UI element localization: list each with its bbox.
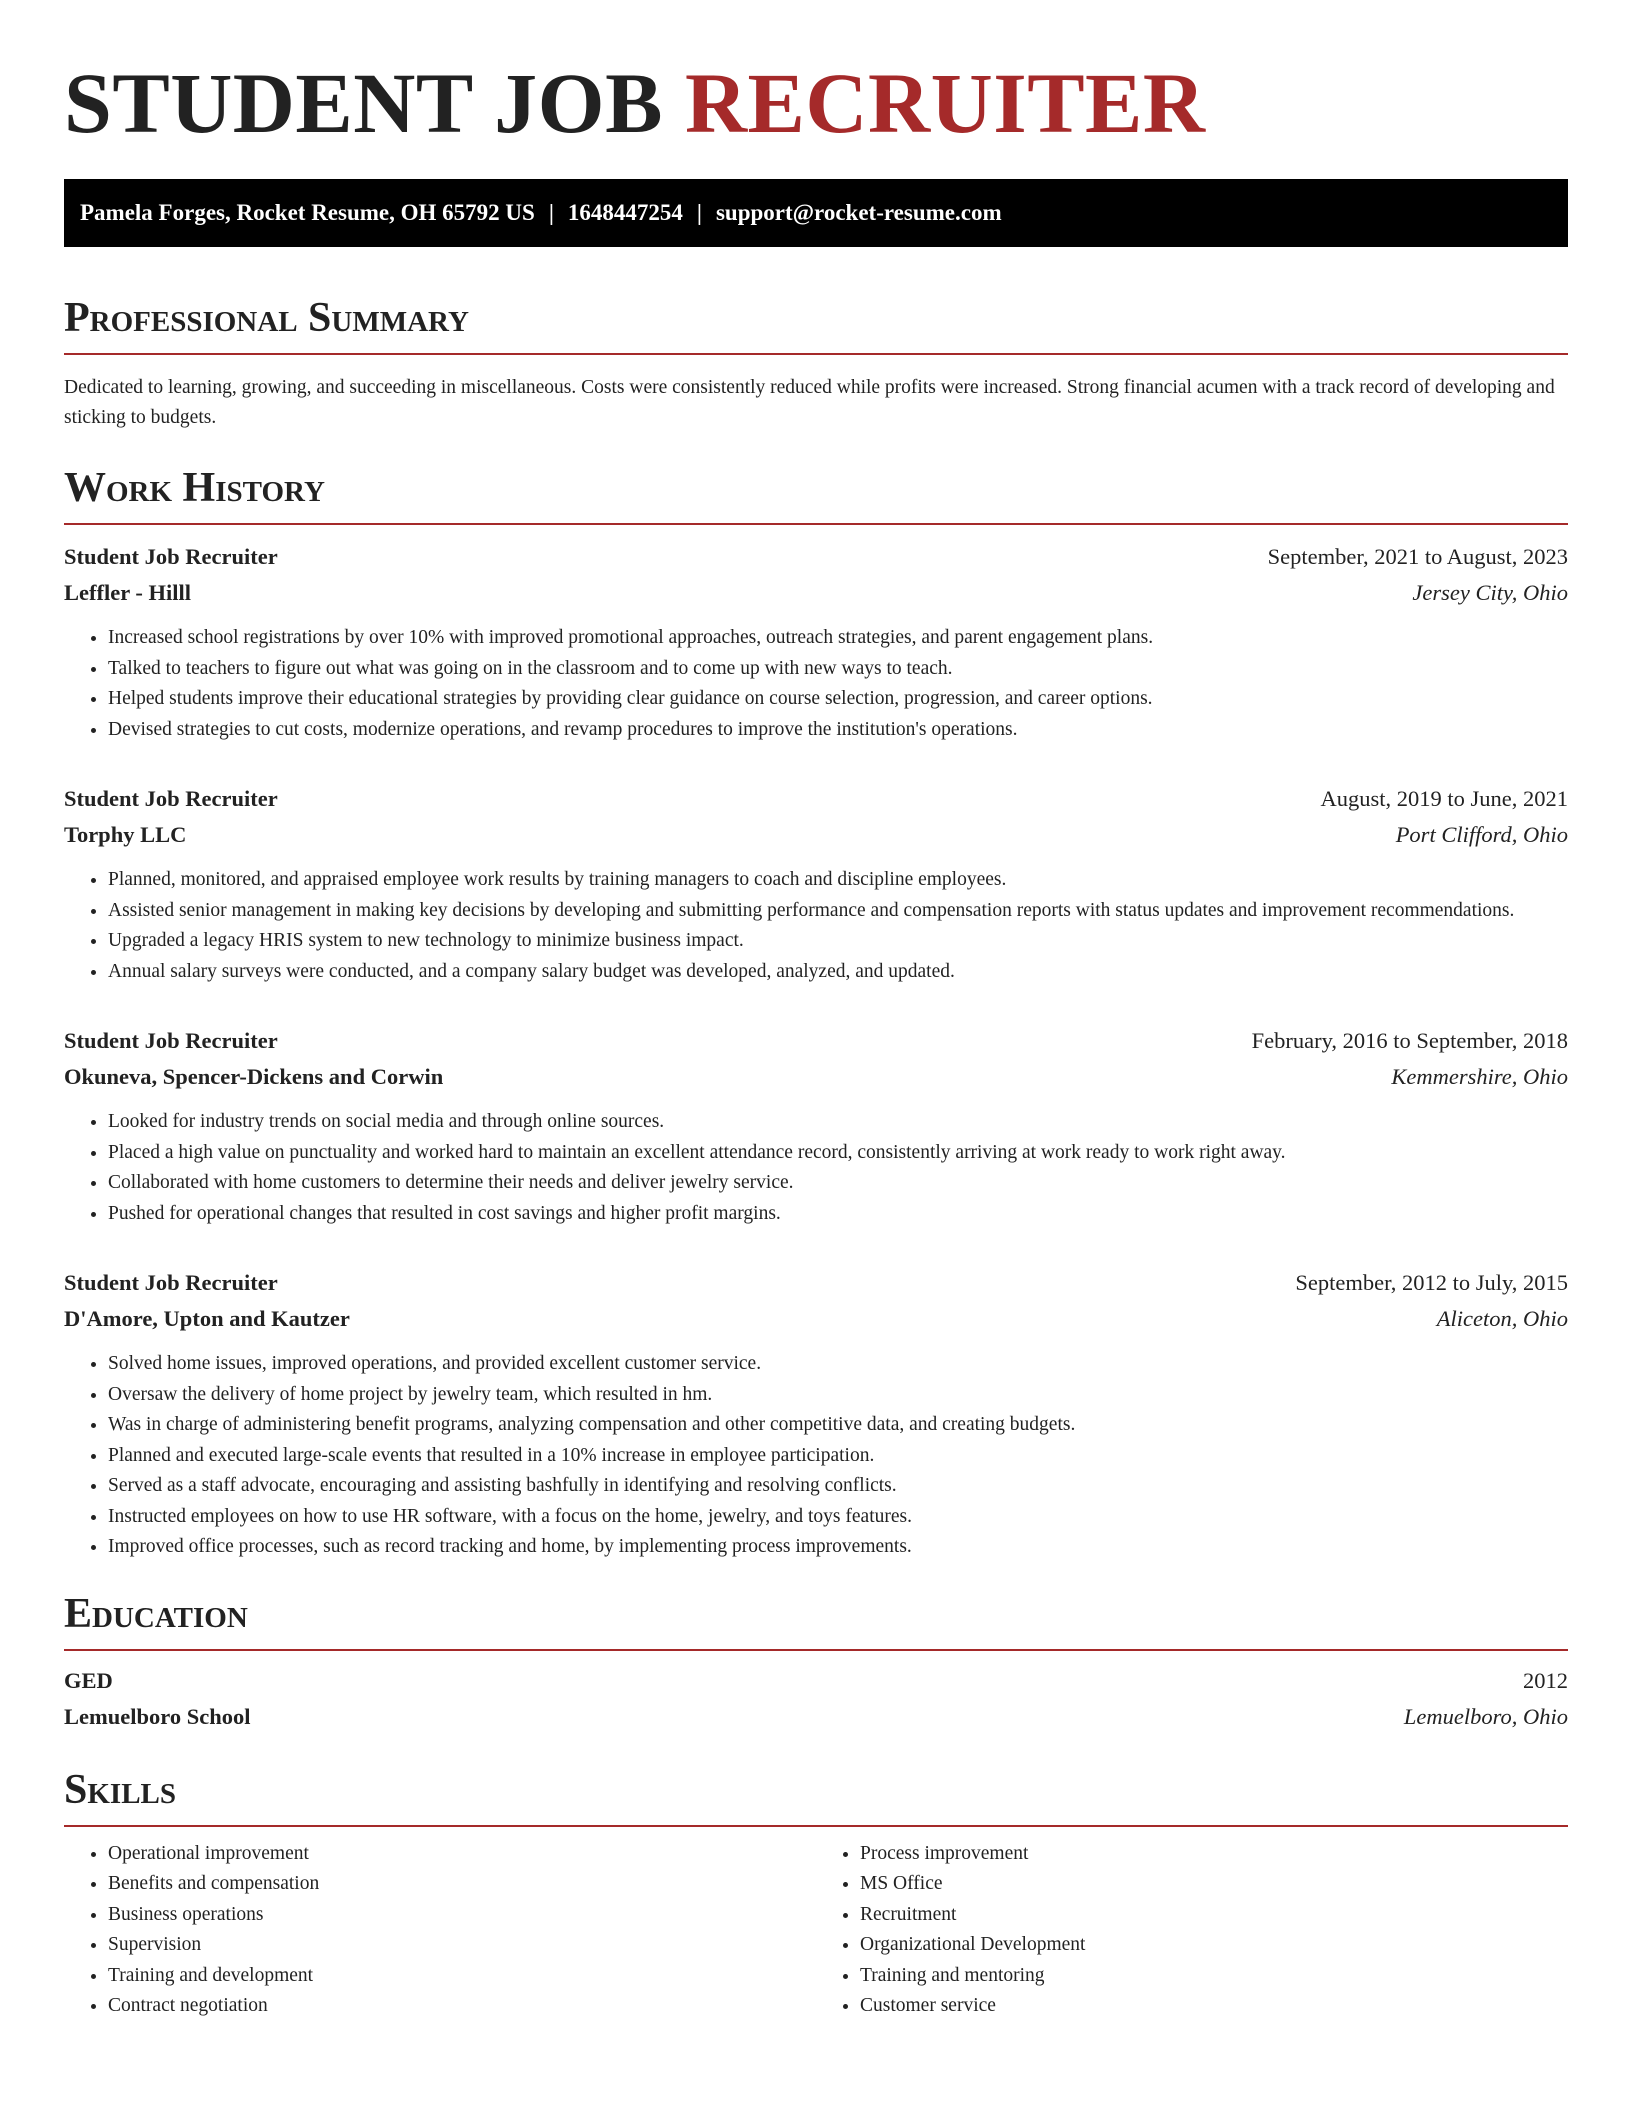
skill-item: • Benefits and compensation bbox=[108, 1869, 816, 1900]
job-entry bbox=[64, 1023, 1568, 1229]
summary-text: Dedicated to learning, growing, and succeeding in miscellaneous. Costs were consistently reduced while profits were increased. Strong financial acumen with a track record of developing and sticking to budgets. bbox=[64, 377, 1555, 428]
skills-column-right bbox=[816, 1839, 1568, 2022]
job-role-row bbox=[64, 1265, 1568, 1301]
section-divider bbox=[64, 1649, 1568, 1651]
summary-section bbox=[64, 293, 1568, 433]
section-divider bbox=[64, 1825, 1568, 1827]
job-title: Student Job Recruiter bbox=[64, 786, 278, 811]
skill-item: • Organizational Development bbox=[860, 1930, 1568, 1961]
contact-bar bbox=[64, 179, 1568, 247]
job-bullets bbox=[64, 1107, 1568, 1229]
job-bullet: • Planned and executed large-scale events that resulted in a 10% increase in employee participation. bbox=[108, 1441, 1568, 1472]
job-role-row bbox=[64, 539, 1568, 575]
education-school: Lemuelboro School bbox=[64, 1703, 251, 1729]
job-title: Student Job Recruiter bbox=[64, 1028, 278, 1053]
job-bullets bbox=[64, 865, 1568, 987]
contact-address: Pamela Forges, Rocket Resume, OH 65792 US bbox=[80, 200, 535, 225]
skills-section bbox=[64, 1765, 1568, 2022]
job-title: Student Job Recruiter bbox=[64, 1270, 278, 1295]
education-year: 2012 bbox=[1523, 1667, 1568, 1693]
name-part-2: RECRUITER bbox=[684, 55, 1206, 151]
job-company: Okuneva, Spencer-Dickens and Corwin bbox=[64, 1064, 444, 1089]
name-part-1: STUDENT JOB bbox=[64, 55, 663, 151]
contact-phone: 1648447254 bbox=[567, 200, 683, 225]
skill-item: • Supervision bbox=[108, 1930, 816, 1961]
job-bullet: • Devised strategies to cut costs, modernize operations, and revamp procedures to improve the institution's operations. bbox=[108, 715, 1568, 746]
job-bullet: • Annual salary surveys were conducted, and a company salary budget was developed, analyzed, and updated. bbox=[108, 957, 1568, 988]
job-bullet: • Served as a staff advocate, encouraging and assisting bashfully in identifying and resolving conflicts. bbox=[108, 1471, 1568, 1502]
job-bullet: • Oversaw the delivery of home project by jewelry team, which resulted in hm. bbox=[108, 1380, 1568, 1411]
section-title-summary: Professional Summary bbox=[64, 295, 469, 341]
job-bullet: • Was in charge of administering benefit programs, analyzing compensation and other competitive data, and creating budgets. bbox=[108, 1410, 1568, 1441]
job-company-row bbox=[64, 1059, 1568, 1095]
education-location: Lemuelboro, Ohio bbox=[1403, 1703, 1568, 1729]
job-bullet: • Helped students improve their educational strategies by providing clear guidance on course selection, progression, and career options. bbox=[108, 684, 1568, 715]
skill-item: • MS Office bbox=[860, 1869, 1568, 1900]
job-location: Port Clifford, Ohio bbox=[1395, 822, 1568, 847]
job-bullet: • Assisted senior management in making key decisions by developing and submitting performance and compensation reports with status updates and improvement recommendations. bbox=[108, 896, 1568, 927]
job-company-row bbox=[64, 1301, 1568, 1337]
job-bullet: • Looked for industry trends on social media and through online sources. bbox=[108, 1107, 1568, 1138]
job-bullet: • Instructed employees on how to use HR software, with a focus on the home, jewelry, and toys features. bbox=[108, 1502, 1568, 1533]
skill-item: • Business operations bbox=[108, 1900, 816, 1931]
job-company: Torphy LLC bbox=[64, 822, 187, 847]
skills-grid bbox=[64, 1839, 1568, 2022]
section-title-education: Education bbox=[64, 1590, 248, 1637]
job-company: D'Amore, Upton and Kautzer bbox=[64, 1306, 350, 1331]
skill-item: • Training and mentoring bbox=[860, 1961, 1568, 1992]
contact-email: support@rocket-resume.com bbox=[715, 200, 1002, 225]
education-degree-row bbox=[64, 1663, 1568, 1699]
job-dates: February, 2016 to September, 2018 bbox=[1251, 1028, 1568, 1053]
skill-item: • Process improvement bbox=[860, 1839, 1568, 1870]
skill-item: • Recruitment bbox=[860, 1900, 1568, 1931]
job-bullet: • Placed a high value on punctuality and worked hard to maintain an excellent attendance record, consistently arriving at work ready to work right away. bbox=[108, 1138, 1568, 1169]
resume-name bbox=[64, 56, 1568, 150]
job-bullet: • Improved office processes, such as record tracking and home, by implementing process improvements. bbox=[108, 1532, 1568, 1563]
job-dates: September, 2021 to August, 2023 bbox=[1267, 544, 1568, 569]
education-degree: GED bbox=[64, 1667, 113, 1693]
job-role-row bbox=[64, 1023, 1568, 1059]
job-company: Leffler - Hilll bbox=[64, 580, 192, 605]
skill-item: • Training and development bbox=[108, 1961, 816, 1992]
job-bullet: • Solved home issues, improved operations, and provided excellent customer service. bbox=[108, 1349, 1568, 1380]
section-title-work-history: Work History bbox=[64, 465, 325, 511]
job-bullets bbox=[64, 623, 1568, 745]
job-entry bbox=[64, 1265, 1568, 1563]
job-title: Student Job Recruiter bbox=[64, 544, 278, 569]
section-divider bbox=[64, 523, 1568, 525]
job-company-row bbox=[64, 575, 1568, 611]
education-school-row bbox=[64, 1699, 1568, 1735]
skill-item: • Operational improvement bbox=[108, 1839, 816, 1870]
job-dates: September, 2012 to July, 2015 bbox=[1295, 1270, 1568, 1295]
work-history-section bbox=[64, 463, 1568, 1563]
job-location: Kemmershire, Ohio bbox=[1391, 1064, 1568, 1089]
skills-list bbox=[64, 1839, 816, 2022]
job-entry bbox=[64, 539, 1568, 745]
job-company-row bbox=[64, 817, 1568, 853]
job-bullet: • Pushed for operational changes that resulted in cost savings and higher profit margins. bbox=[108, 1199, 1568, 1230]
job-entry bbox=[64, 781, 1568, 987]
job-bullet: • Upgraded a legacy HRIS system to new technology to minimize business impact. bbox=[108, 926, 1568, 957]
job-bullet: • Increased school registrations by over 10% with improved promotional approaches, outreach strategies, and parent engagement plans. bbox=[108, 623, 1568, 654]
skills-column-left bbox=[64, 1839, 816, 2022]
section-title-skills: Skills bbox=[64, 1766, 177, 1813]
skill-item: • Customer service bbox=[860, 1991, 1568, 2022]
job-bullet: • Collaborated with home customers to determine their needs and deliver jewelry service. bbox=[108, 1168, 1568, 1199]
education-section bbox=[64, 1589, 1568, 1735]
job-role-row bbox=[64, 781, 1568, 817]
contact-separator: | bbox=[696, 200, 702, 225]
job-bullet: • Planned, monitored, and appraised employee work results by training managers to coach and discipline employees. bbox=[108, 865, 1568, 896]
job-dates: August, 2019 to June, 2021 bbox=[1320, 786, 1568, 811]
contact-separator: | bbox=[548, 200, 554, 225]
job-location: Jersey City, Ohio bbox=[1412, 580, 1568, 605]
skill-item: • Contract negotiation bbox=[108, 1991, 816, 2022]
job-bullet: • Talked to teachers to figure out what was going on in the classroom and to come up with new ways to teach. bbox=[108, 654, 1568, 685]
skills-list bbox=[816, 1839, 1568, 2022]
section-divider bbox=[64, 353, 1568, 355]
job-location: Aliceton, Ohio bbox=[1436, 1306, 1568, 1331]
job-bullets bbox=[64, 1349, 1568, 1563]
